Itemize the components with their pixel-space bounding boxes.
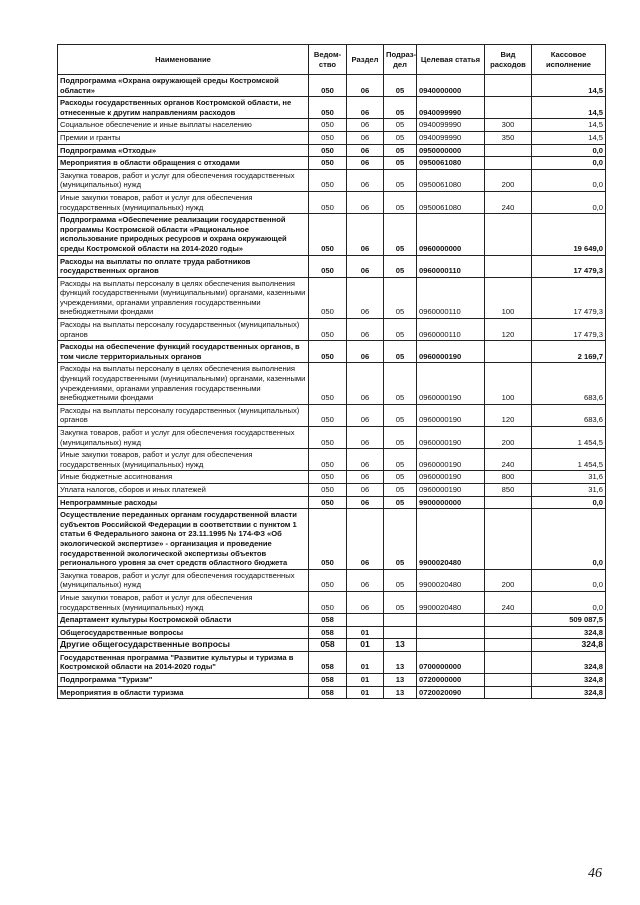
row-subsection: 05 [384, 119, 417, 132]
row-department: 050 [309, 509, 347, 570]
table-row [58, 449, 606, 471]
row-section: 06 [347, 157, 384, 170]
row-expense-type: 200 [485, 569, 532, 591]
row-name: Иные закупки товаров, работ и услуг для обеспечения государственных (муниципальных) нужд [58, 449, 309, 471]
table-row [58, 674, 606, 687]
row-expense-type [485, 639, 532, 652]
row-expense-type: 100 [485, 277, 532, 318]
row-subsection [384, 614, 417, 627]
header-expense-type: Вид расходов [485, 45, 532, 75]
row-name: Уплата налогов, сборов и иных платежей [58, 483, 309, 496]
page-number: 46 [588, 866, 602, 881]
row-subsection: 13 [384, 674, 417, 687]
row-target-article [417, 614, 485, 627]
row-department: 050 [309, 119, 347, 132]
row-target-article: 0960000110 [417, 277, 485, 318]
row-target-article: 0950061080 [417, 191, 485, 213]
row-target-article: 0960000190 [417, 363, 485, 404]
row-subsection: 05 [384, 509, 417, 570]
table-row [58, 569, 606, 591]
row-target-article: 0960000190 [417, 449, 485, 471]
table-row [58, 169, 606, 191]
row-target-article: 0960000110 [417, 255, 485, 277]
table-row [58, 651, 606, 673]
row-target-article: 9900020480 [417, 591, 485, 613]
row-subsection: 05 [384, 131, 417, 144]
row-name: Непрограммные расходы [58, 496, 309, 509]
row-department: 050 [309, 496, 347, 509]
row-subsection: 13 [384, 639, 417, 652]
row-name: Расходы на выплаты персоналу государственных (муниципальных) органов [58, 319, 309, 341]
row-subsection: 05 [384, 144, 417, 157]
row-subsection: 05 [384, 483, 417, 496]
row-subsection: 05 [384, 169, 417, 191]
row-expense-type: 100 [485, 363, 532, 404]
row-section: 06 [347, 277, 384, 318]
row-subsection: 05 [384, 157, 417, 170]
row-expense-type [485, 255, 532, 277]
row-section: 06 [347, 131, 384, 144]
row-expense-type [485, 626, 532, 639]
row-subsection: 05 [384, 214, 417, 255]
row-department: 050 [309, 191, 347, 213]
row-subsection: 05 [384, 319, 417, 341]
row-cash-execution: 19 649,0 [532, 214, 606, 255]
row-name: Премии и гранты [58, 131, 309, 144]
table-row [58, 496, 606, 509]
row-cash-execution: 324,8 [532, 651, 606, 673]
row-subsection: 05 [384, 569, 417, 591]
row-section: 06 [347, 404, 384, 426]
header-name: Наименование [58, 45, 309, 75]
row-cash-execution: 2 169,7 [532, 341, 606, 363]
row-section: 06 [347, 471, 384, 484]
table-row [58, 131, 606, 144]
table-row [58, 255, 606, 277]
row-cash-execution: 17 479,3 [532, 277, 606, 318]
row-section: 06 [347, 341, 384, 363]
row-expense-type [485, 97, 532, 119]
row-cash-execution: 0,0 [532, 191, 606, 213]
row-section: 06 [347, 214, 384, 255]
row-target-article: 0960000190 [417, 483, 485, 496]
header-subsection: Подраз-дел [384, 45, 417, 75]
row-subsection: 05 [384, 591, 417, 613]
row-department: 050 [309, 569, 347, 591]
row-target-article: 0950061080 [417, 169, 485, 191]
row-section: 06 [347, 363, 384, 404]
row-subsection: 05 [384, 363, 417, 404]
row-cash-execution: 0,0 [532, 496, 606, 509]
row-name: Иные закупки товаров, работ и услуг для обеспечения государственных (муниципальных) нужд [58, 591, 309, 613]
row-name: Подпрограмма «Обеспечение реализации государственной программы Костромской области «Рациональное использование природных ресурсов и охрана окружающей среды Костромской области на 2014-2020 годы» [58, 214, 309, 255]
row-name: Департамент культуры Костромской области [58, 614, 309, 627]
row-section: 01 [347, 626, 384, 639]
row-expense-type [485, 614, 532, 627]
row-department: 050 [309, 97, 347, 119]
row-section: 06 [347, 191, 384, 213]
row-cash-execution: 0,0 [532, 157, 606, 170]
row-name: Расходы на выплаты по оплате труда работников государственных органов [58, 255, 309, 277]
row-expense-type [485, 157, 532, 170]
row-cash-execution: 324,8 [532, 639, 606, 652]
row-expense-type [485, 341, 532, 363]
row-section: 06 [347, 119, 384, 132]
row-name: Расходы на выплаты персоналу государственных (муниципальных) органов [58, 404, 309, 426]
table-row [58, 614, 606, 627]
row-name: Подпрограмма «Отходы» [58, 144, 309, 157]
row-cash-execution: 0,0 [532, 169, 606, 191]
row-subsection: 05 [384, 255, 417, 277]
row-target-article [417, 626, 485, 639]
row-subsection: 05 [384, 449, 417, 471]
row-name: Подпрограмма "Туризм" [58, 674, 309, 687]
table-row [58, 471, 606, 484]
row-expense-type: 800 [485, 471, 532, 484]
row-department: 050 [309, 483, 347, 496]
row-expense-type [485, 509, 532, 570]
row-department: 050 [309, 404, 347, 426]
row-cash-execution: 0,0 [532, 569, 606, 591]
table-row [58, 626, 606, 639]
row-expense-type [485, 214, 532, 255]
row-cash-execution: 0,0 [532, 144, 606, 157]
row-name: Социальное обеспечение и иные выплаты населению [58, 119, 309, 132]
row-target-article: 0940099990 [417, 119, 485, 132]
header-department: Ведом-ство [309, 45, 347, 75]
row-cash-execution: 324,8 [532, 674, 606, 687]
row-department: 058 [309, 651, 347, 673]
table-row [58, 341, 606, 363]
table-row [58, 404, 606, 426]
row-target-article: 0960000190 [417, 427, 485, 449]
row-department: 050 [309, 169, 347, 191]
row-target-article: 9900020480 [417, 569, 485, 591]
row-department: 058 [309, 614, 347, 627]
row-expense-type: 200 [485, 169, 532, 191]
table-row [58, 639, 606, 652]
row-section [347, 614, 384, 627]
row-name: Осуществление переданных органам государственной власти субъектов Российской Федерации в соответствии с пунктом 1 статьи 6 Федерального закона от 23.11.1995 № 174-ФЗ «Об экологической экспертизе» - организация и проведение государственной экологической экспертизы объектов регионального уровня за счет средств областного бюджета [58, 509, 309, 570]
row-cash-execution: 14,5 [532, 119, 606, 132]
row-department: 058 [309, 686, 347, 699]
row-cash-execution: 14,5 [532, 97, 606, 119]
row-section: 06 [347, 75, 384, 97]
row-name: Закупка товаров, работ и услуг для обеспечения государственных (муниципальных) нужд [58, 169, 309, 191]
row-expense-type [485, 686, 532, 699]
row-department: 050 [309, 449, 347, 471]
row-name: Расходы на выплаты персоналу в целях обеспечения выполнения функций государственными (муниципальными) органами, казенными учреждениями, органами управления государственными внебюджетными фондами [58, 277, 309, 318]
row-section: 06 [347, 569, 384, 591]
table-row [58, 483, 606, 496]
table-row [58, 319, 606, 341]
row-expense-type: 240 [485, 591, 532, 613]
table-row [58, 363, 606, 404]
row-section: 06 [347, 509, 384, 570]
row-expense-type: 300 [485, 119, 532, 132]
row-subsection: 05 [384, 75, 417, 97]
row-name: Мероприятия в области туризма [58, 686, 309, 699]
row-target-article: 0720020090 [417, 686, 485, 699]
row-cash-execution: 17 479,3 [532, 319, 606, 341]
row-department: 050 [309, 591, 347, 613]
header-row [58, 45, 606, 75]
table-row [58, 277, 606, 318]
row-expense-type [485, 144, 532, 157]
row-expense-type [485, 651, 532, 673]
row-target-article: 0950000000 [417, 144, 485, 157]
row-department: 050 [309, 157, 347, 170]
row-target-article: 0960000190 [417, 341, 485, 363]
row-section: 01 [347, 686, 384, 699]
row-expense-type: 350 [485, 131, 532, 144]
header-section: Раздел [347, 45, 384, 75]
row-section: 06 [347, 319, 384, 341]
row-target-article: 0960000110 [417, 319, 485, 341]
row-cash-execution: 31,6 [532, 483, 606, 496]
row-expense-type [485, 496, 532, 509]
row-subsection: 05 [384, 427, 417, 449]
row-section: 06 [347, 169, 384, 191]
row-target-article: 0940000000 [417, 75, 485, 97]
row-name: Другие общегосударственные вопросы [58, 639, 309, 652]
row-cash-execution: 1 454,5 [532, 449, 606, 471]
row-subsection: 05 [384, 97, 417, 119]
table-row [58, 157, 606, 170]
table-row [58, 119, 606, 132]
row-target-article: 0960000190 [417, 471, 485, 484]
row-cash-execution: 324,8 [532, 686, 606, 699]
row-section: 06 [347, 427, 384, 449]
row-cash-execution: 509 087,5 [532, 614, 606, 627]
row-department: 050 [309, 214, 347, 255]
row-section: 01 [347, 674, 384, 687]
row-cash-execution: 324,8 [532, 626, 606, 639]
row-department: 050 [309, 471, 347, 484]
row-subsection: 05 [384, 496, 417, 509]
row-cash-execution: 0,0 [532, 509, 606, 570]
row-department: 058 [309, 674, 347, 687]
row-expense-type [485, 75, 532, 97]
row-name: Государственная программа "Развитие культуры и туризма в Костромской области на 2014-2020 годы" [58, 651, 309, 673]
row-subsection: 05 [384, 404, 417, 426]
row-section: 06 [347, 591, 384, 613]
row-section: 06 [347, 449, 384, 471]
row-cash-execution: 17 479,3 [532, 255, 606, 277]
row-section: 06 [347, 255, 384, 277]
row-department: 050 [309, 427, 347, 449]
row-cash-execution: 14,5 [532, 75, 606, 97]
table-row [58, 591, 606, 613]
table-row [58, 509, 606, 570]
row-expense-type: 120 [485, 404, 532, 426]
row-cash-execution: 14,5 [532, 131, 606, 144]
table-row [58, 144, 606, 157]
row-department: 050 [309, 255, 347, 277]
row-target-article: 0700000000 [417, 651, 485, 673]
row-section: 06 [347, 483, 384, 496]
row-name: Подпрограмма «Охрана окружающей среды Костромской области» [58, 75, 309, 97]
row-subsection: 05 [384, 471, 417, 484]
row-cash-execution: 0,0 [532, 591, 606, 613]
row-subsection: 05 [384, 277, 417, 318]
row-expense-type: 850 [485, 483, 532, 496]
row-expense-type: 200 [485, 427, 532, 449]
table-row [58, 97, 606, 119]
row-section: 06 [347, 496, 384, 509]
row-department: 050 [309, 319, 347, 341]
row-department: 050 [309, 131, 347, 144]
row-section: 01 [347, 639, 384, 652]
table-row [58, 75, 606, 97]
row-section: 06 [347, 144, 384, 157]
row-name: Расходы государственных органов Костромской области, не отнесенные к другим направлениям расходов [58, 97, 309, 119]
row-subsection: 05 [384, 191, 417, 213]
row-name: Мероприятия в области обращения с отходами [58, 157, 309, 170]
row-expense-type: 240 [485, 449, 532, 471]
row-expense-type [485, 674, 532, 687]
row-cash-execution: 31,6 [532, 471, 606, 484]
row-expense-type: 240 [485, 191, 532, 213]
row-target-article: 9900020480 [417, 509, 485, 570]
row-name: Закупка товаров, работ и услуг для обеспечения государственных (муниципальных) нужд [58, 427, 309, 449]
row-subsection [384, 626, 417, 639]
row-subsection: 13 [384, 651, 417, 673]
row-name: Расходы на выплаты персоналу в целях обеспечения выполнения функций государственными (муниципальными) органами, казенными учреждениями, органами управления государственными внебюджетными фондами [58, 363, 309, 404]
row-subsection: 13 [384, 686, 417, 699]
header-target-article: Целевая статья [417, 45, 485, 75]
row-target-article: 9900000000 [417, 496, 485, 509]
row-expense-type: 120 [485, 319, 532, 341]
row-department: 050 [309, 341, 347, 363]
row-cash-execution: 683,6 [532, 404, 606, 426]
row-department: 050 [309, 277, 347, 318]
row-section: 01 [347, 651, 384, 673]
row-target-article: 0960000190 [417, 404, 485, 426]
budget-table [57, 44, 606, 699]
row-name: Закупка товаров, работ и услуг для обеспечения государственных (муниципальных) нужд [58, 569, 309, 591]
row-name: Иные бюджетные ассигнования [58, 471, 309, 484]
row-name: Иные закупки товаров, работ и услуг для обеспечения государственных (муниципальных) нужд [58, 191, 309, 213]
row-target-article: 0940099990 [417, 131, 485, 144]
row-department: 058 [309, 639, 347, 652]
row-target-article: 0940099990 [417, 97, 485, 119]
row-target-article: 0960000000 [417, 214, 485, 255]
row-department: 050 [309, 75, 347, 97]
table-row [58, 214, 606, 255]
row-name: Расходы на обеспечение функций государственных органов, в том числе территориальных органов [58, 341, 309, 363]
row-target-article: 0720000000 [417, 674, 485, 687]
table-row [58, 686, 606, 699]
row-subsection: 05 [384, 341, 417, 363]
header-cash-execution: Кассовое исполнение [532, 45, 606, 75]
row-target-article: 0950061080 [417, 157, 485, 170]
row-department: 058 [309, 626, 347, 639]
row-department: 050 [309, 363, 347, 404]
row-cash-execution: 683,6 [532, 363, 606, 404]
table-row [58, 191, 606, 213]
row-department: 050 [309, 144, 347, 157]
row-section: 06 [347, 97, 384, 119]
row-name: Общегосударственные вопросы [58, 626, 309, 639]
row-target-article [417, 639, 485, 652]
row-cash-execution: 1 454,5 [532, 427, 606, 449]
table-row [58, 427, 606, 449]
